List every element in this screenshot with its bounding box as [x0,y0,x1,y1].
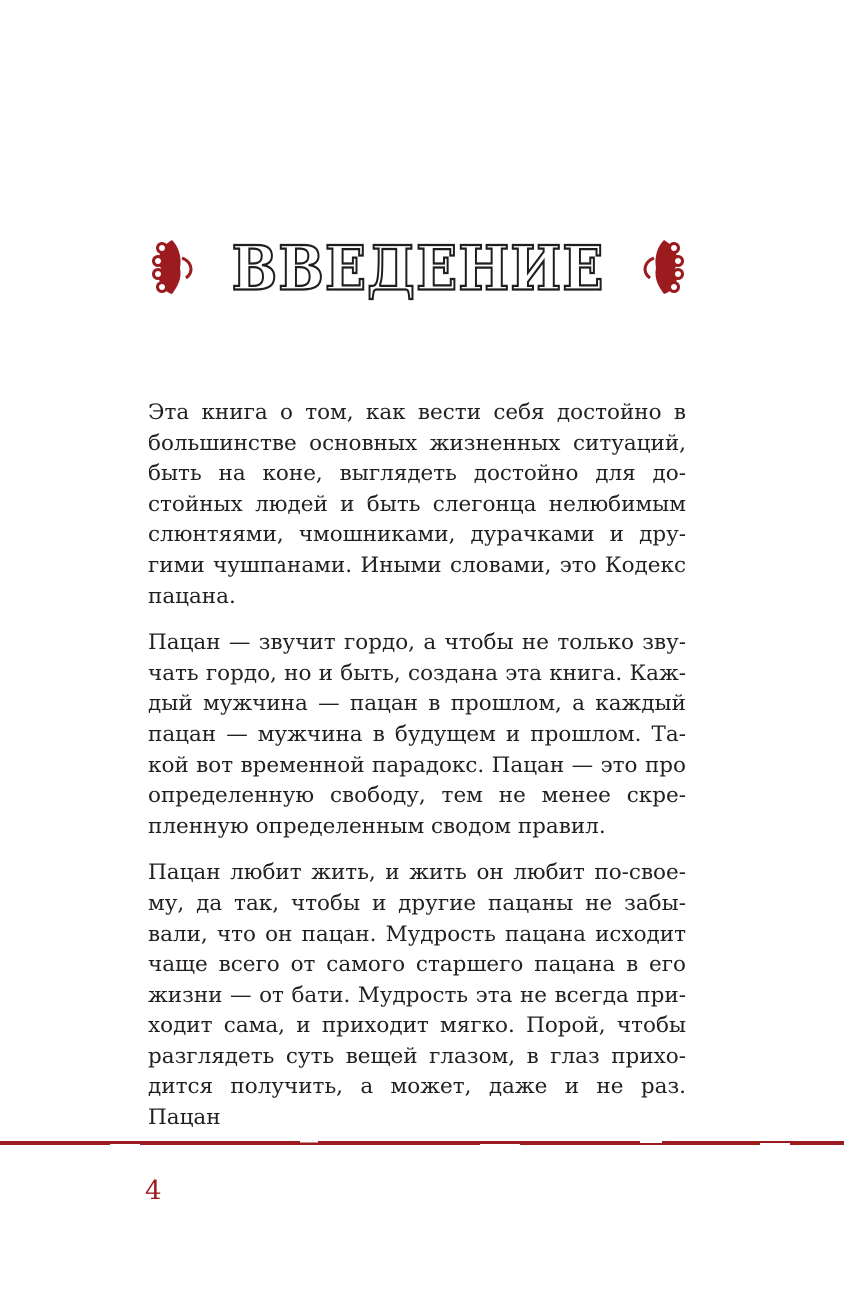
brass-knuckles-icon [640,238,688,296]
chapter-body [148,398,686,1150]
chapter-header [148,232,688,302]
paragraph: Эта книга о том, как вести себя достойно в большинстве основных жизненных ситуаций, быть на коне, выглядеть достойно для достойных людей и быть слегонца нелюбимым слюнтяями, чмошниками, дурачками и другими чушпанами. Иными словами, это Кодекс пацана. [148,400,686,609]
paragraph: Пацан — звучит гордо, а чтобы не только звучать гордо, но и быть, создана эта книга. Каждый мужчина — пацан в прошлом, а каждый пацан — мужчина в будущем и прошлом. Такой вот временной парадокс. Пацан — это про определенную свободу, тем не менее скрепленную определенным сводом правил. [148,630,686,839]
chapter-title: ВВЕДЕНИЕ [231,232,605,304]
footer-rule [0,1139,844,1149]
page-number: 4 [145,1176,162,1206]
paragraph: Пацан любит жить, и жить он любит по-своему, да так, чтобы и другие пацаны не забывали, что он пацан. Мудрость пацана исходит чаще всего от самого старшего пацана в его жизни — от бати. Мудрость эта не всегда приходит сама, и приходит мягко. Порой, чтобы разглядеть суть вещей глазом, в глаз приходится получить, а может, даже и не раз. Пацан [148,860,686,1131]
